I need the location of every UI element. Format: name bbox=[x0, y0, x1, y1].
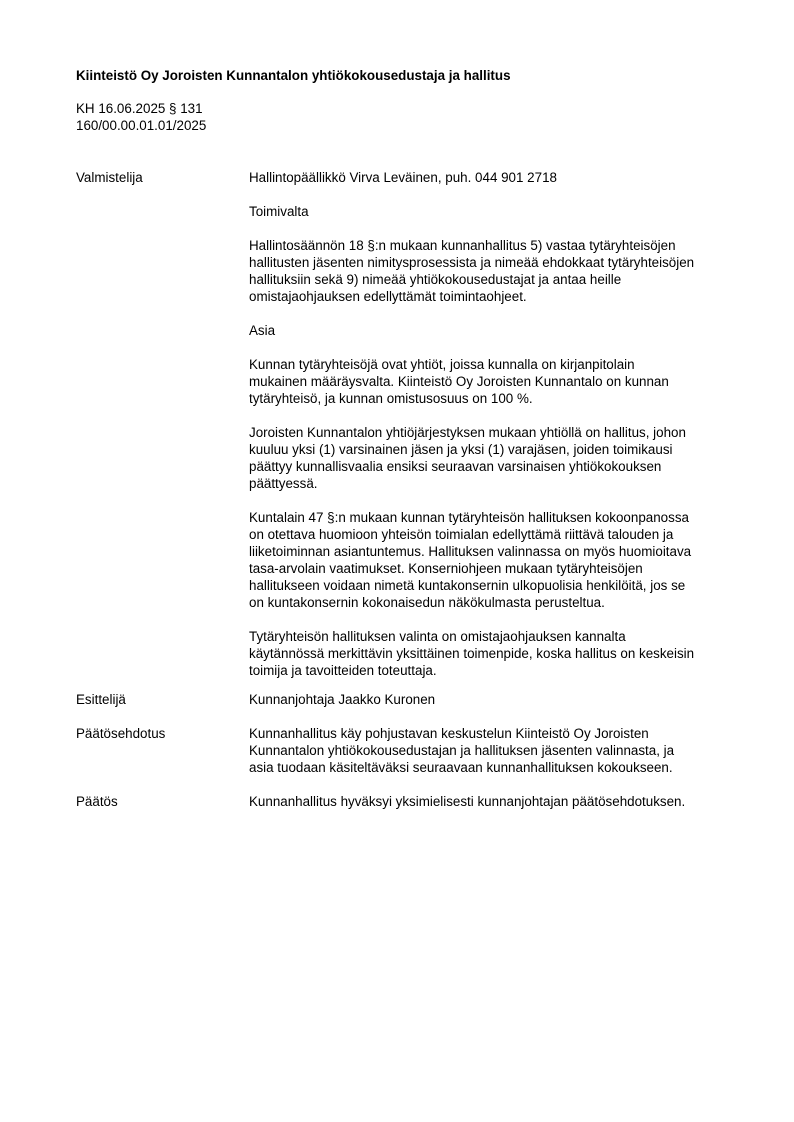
reference-block bbox=[76, 100, 206, 134]
paragraph-asia-1 bbox=[249, 356, 743, 407]
paragraph-asia-4 bbox=[249, 628, 743, 679]
paragraph-asia-2 bbox=[249, 424, 743, 492]
label-paatosehdotus: Päätösehdotus bbox=[76, 726, 166, 741]
preparer-line bbox=[249, 169, 743, 186]
content-paatos bbox=[249, 793, 743, 810]
text-line: liiketoiminnan asiantuntemus. Hallituksen valinnassa on myös huomioitava bbox=[249, 544, 692, 559]
label-valmistelija: Valmistelija bbox=[76, 170, 143, 185]
heading-asia-text: Asia bbox=[249, 323, 276, 338]
meeting-reference: KH 16.06.2025 § 131 bbox=[76, 101, 203, 116]
heading-asia bbox=[249, 322, 743, 339]
text-line: asia tuodaan käsiteltäväksi seuraavaan kunnanhallituksen kokoukseen. bbox=[249, 760, 673, 775]
text-line: tasa-arvolain vaatimukset. Konserniohjeen mukaan tytäryhteisöjen bbox=[249, 561, 643, 576]
content-paatosehdotus bbox=[249, 725, 743, 776]
label-esittelija: Esittelijä bbox=[76, 692, 126, 707]
label-paatos: Päätös bbox=[76, 794, 118, 809]
text-line: Hallintosäännön 18 §:n mukaan kunnanhallitus 5) vastaa tytäryhteisöjen bbox=[249, 238, 676, 253]
paragraph-asia-3 bbox=[249, 509, 743, 611]
text-line: toimija ja tavoitteiden toteuttaja. bbox=[249, 663, 437, 678]
text-line: mukainen määräysvalta. Kiinteistö Oy Joroisten Kunnantalo on kunnan bbox=[249, 374, 669, 389]
paragraph-toimivalta bbox=[249, 237, 743, 305]
record-number: 160/00.00.01.01/2025 bbox=[76, 118, 207, 133]
text-line: kuuluu yksi (1) varsinainen jäsen ja yksi (1) varajäsen, joiden toimikausi bbox=[249, 442, 673, 457]
text-line: on otettava huomioon yhteisön toimialan edellyttämä riittävä talouden ja bbox=[249, 527, 674, 542]
text-line: Kunnantalon yhtiökokousedustajan ja hallituksen jäsenten valinnasta, ja bbox=[249, 743, 675, 758]
document-title: Kiinteistö Oy Joroisten Kunnantalon yhtiökokousedustaja ja hallitus bbox=[76, 68, 511, 83]
text-line: päättyessä. bbox=[249, 476, 318, 491]
content-valmistelija bbox=[249, 169, 743, 679]
text-line: hallitukseen voidaan nimetä kuntakonsernin ulkopuolisia henkilöitä, jos se bbox=[249, 578, 686, 593]
heading-toimivalta-text: Toimivalta bbox=[249, 204, 309, 219]
text-line: omistajaohjauksen edellyttämät toimintaohjeet. bbox=[249, 289, 527, 304]
decision-text: Kunnanhallitus hyväksyi yksimielisesti kunnanjohtajan päätösehdotuksen. bbox=[249, 794, 686, 809]
text-line: Kunnanhallitus käy pohjustavan keskustelun Kiinteistö Oy Joroisten bbox=[249, 726, 649, 741]
text-line: päättyy kunnallisvaalia ensiksi seuraavan varsinaisen yhtiökokouksen bbox=[249, 459, 662, 474]
heading-toimivalta bbox=[249, 203, 743, 220]
text-line: tytäryhteisö, ja kunnan omistusosuus on 100 %. bbox=[249, 391, 533, 406]
text-line: on kuntakonsernin kokonaisedun näkökulmasta perusteltua. bbox=[249, 595, 605, 610]
content-esittelija bbox=[249, 691, 743, 708]
presenter-text: Kunnanjohtaja Jaakko Kuronen bbox=[249, 692, 436, 707]
text-line: käytännössä merkittävin yksittäinen toimenpide, koska hallitus on keskeisin bbox=[249, 646, 695, 661]
text-line: hallitusten jäsenten nimitysprosessista ja nimeää ehdokkaat tytäryhteisöjen bbox=[249, 255, 695, 270]
text-line: hallituksiin sekä 9) nimeää yhtiökokousedustajat ja antaa heille bbox=[249, 272, 622, 287]
text-line: Joroisten Kunnantalon yhtiöjärjestyksen mukaan yhtiöllä on hallitus, johon bbox=[249, 425, 686, 440]
text-line: Kunnan tytäryhteisöjä ovat yhtiöt, joissa kunnalla on kirjanpitolain bbox=[249, 357, 635, 372]
text-line: Tytäryhteisön hallituksen valinta on omistajaohjauksen kannalta bbox=[249, 629, 626, 644]
preparer-text: Hallintopäällikkö Virva Leväinen, puh. 044 901 2718 bbox=[249, 170, 557, 185]
text-line: Kuntalain 47 §:n mukaan kunnan tytäryhteisön hallituksen kokoonpanossa bbox=[249, 510, 689, 525]
